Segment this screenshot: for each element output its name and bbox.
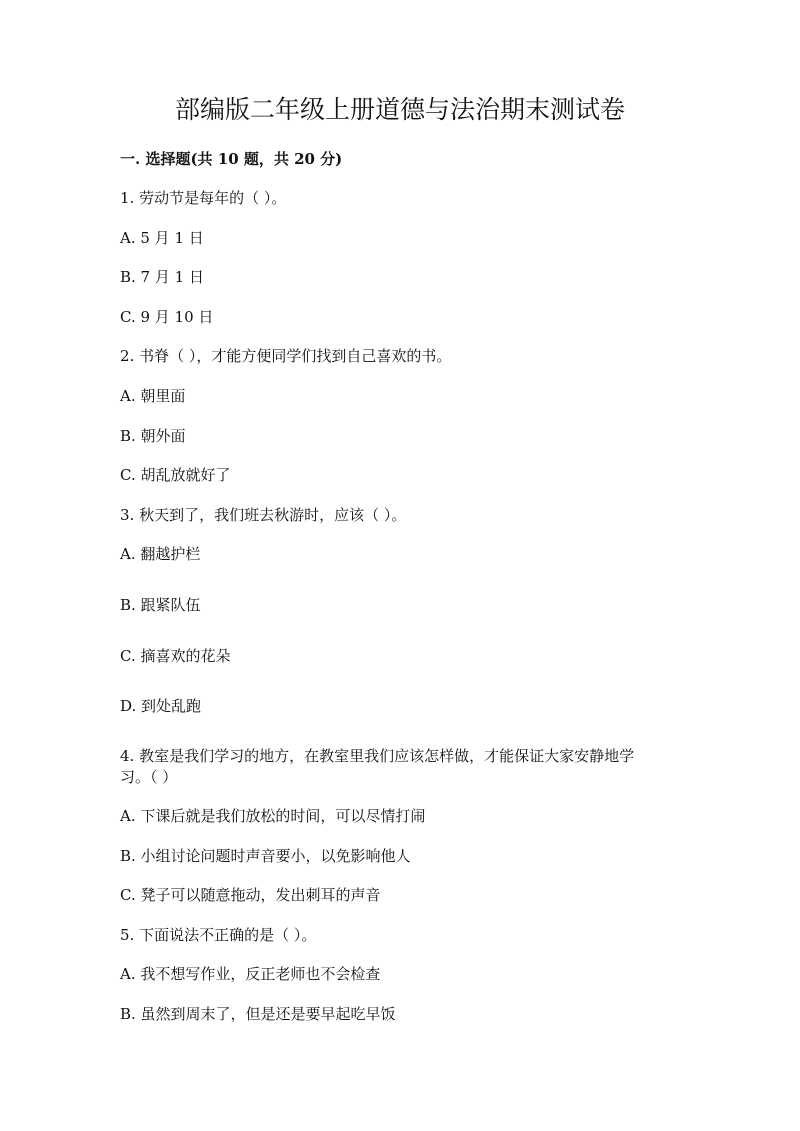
question-3-option-a: A. 翻越护栏 bbox=[120, 545, 201, 563]
question-1-option-b: B. 7 月 1 日 bbox=[120, 268, 204, 286]
question-3-stem: 3. 秋天到了，我们班去秋游时，应该（ ）。 bbox=[120, 506, 407, 524]
question-3-option-b: B. 跟紧队伍 bbox=[120, 596, 201, 614]
question-3-option-d: D. 到处乱跑 bbox=[120, 697, 202, 715]
question-1-stem: 1. 劳动节是每年的（ ）。 bbox=[120, 189, 287, 207]
question-2-option-b: B. 朝外面 bbox=[120, 427, 186, 445]
question-4-stem-line-2: 习。（ ） bbox=[120, 768, 178, 786]
question-3-option-c: C. 摘喜欢的花朵 bbox=[120, 647, 231, 665]
question-4-stem-line-1: 4. 教室是我们学习的地方，在教室里我们应该怎样做，才能保证大家安静地学 bbox=[120, 747, 635, 765]
question-5-stem: 5. 下面说法不正确的是（ ）。 bbox=[120, 926, 317, 944]
question-2-stem: 2. 书脊（ ），才能方便同学们找到自己喜欢的书。 bbox=[120, 347, 452, 365]
question-2-option-a: A. 朝里面 bbox=[120, 387, 186, 405]
question-4-option-a: A. 下课后就是我们放松的时间，可以尽情打闹 bbox=[120, 807, 426, 825]
question-5-option-b: B. 虽然到周末了，但是还是要早起吃早饭 bbox=[120, 1005, 396, 1023]
section-heading: 一. 选择题(共 10 题，共 20 分) bbox=[120, 150, 343, 168]
question-1-option-c: C. 9 月 10 日 bbox=[120, 308, 214, 326]
question-1-option-a: A. 5 月 1 日 bbox=[120, 229, 204, 247]
question-5-option-a: A. 我不想写作业，反正老师也不会检查 bbox=[120, 965, 381, 983]
page-title: 部编版二年级上册道德与法治期末测试卷 bbox=[174, 95, 625, 124]
question-4-option-c: C. 凳子可以随意拖动，发出刺耳的声音 bbox=[120, 886, 381, 904]
question-4-option-b: B. 小组讨论问题时声音要小，以免影响他人 bbox=[120, 847, 411, 865]
question-2-option-c: C. 胡乱放就好了 bbox=[120, 466, 231, 484]
